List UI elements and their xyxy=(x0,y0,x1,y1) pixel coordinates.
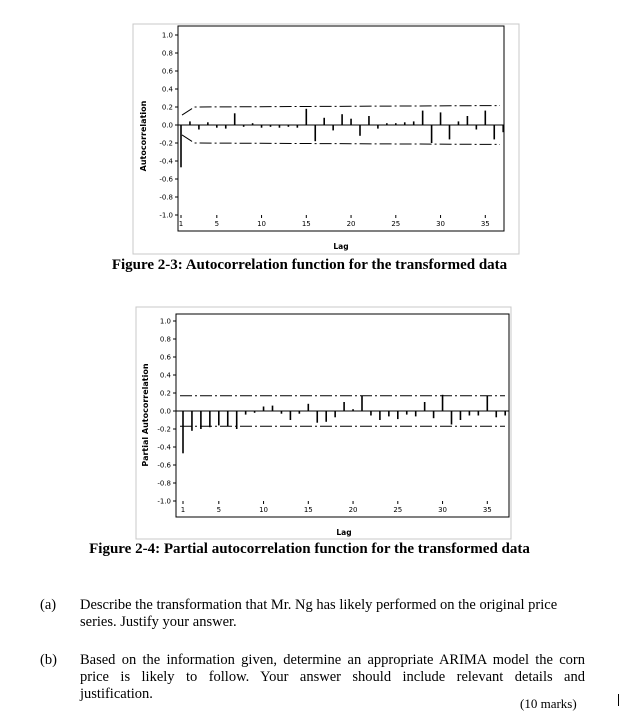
acf-ytick-label: 0.0 xyxy=(161,121,173,130)
pacf-y-label: Partial Autocorrelation xyxy=(141,363,150,467)
question-b-label: (b) xyxy=(40,652,57,668)
acf-ytick-label: -0.4 xyxy=(159,157,173,166)
marks-fragment: (10 marks) xyxy=(520,696,577,711)
acf-xtick-label: 5 xyxy=(214,220,220,228)
pacf-ytick-label: -0.4 xyxy=(157,443,171,452)
pacf-xtick-label: 15 xyxy=(303,506,313,514)
acf-xtick-label: 25 xyxy=(391,220,401,228)
pacf-x-label: Lag xyxy=(336,528,352,537)
pacf-ytick-label: 1.0 xyxy=(159,317,171,326)
pacf-ytick-label: 0.4 xyxy=(159,371,171,380)
pacf-ytick-label: 0.8 xyxy=(159,335,171,344)
question-b-text xyxy=(80,652,585,703)
question-b-line-1: Based on the information given, determine an appropriate ARIMA model the corn xyxy=(80,652,585,668)
acf-ytick-label: -0.6 xyxy=(159,175,173,184)
question-b-line-2: price is likely to follow. Your answer should include relevant details and xyxy=(80,669,585,685)
acf-ytick-label: 1.0 xyxy=(161,31,173,40)
acf-ytick-label: -0.2 xyxy=(159,139,173,148)
question-a-line-2: series. Justify your answer. xyxy=(80,614,237,630)
pacf-chart xyxy=(136,307,511,539)
acf-xtick-label: 20 xyxy=(346,220,356,228)
pacf-ytick-label: 0.2 xyxy=(159,389,171,398)
figure-2-4-caption: Figure 2-4: Partial autocorrelation function for the transformed data xyxy=(89,541,530,557)
acf-plot-area xyxy=(178,26,504,231)
acf-ytick-label: -1.0 xyxy=(159,211,173,220)
pacf-xtick-label: 25 xyxy=(393,506,403,514)
acf-xtick-label: 30 xyxy=(436,220,446,228)
pacf-ytick-label: 0.6 xyxy=(159,353,171,362)
figure-2-3-caption: Figure 2-3: Autocorrelation function for the transformed data xyxy=(111,257,508,273)
pacf-ytick-label: -0.2 xyxy=(157,425,171,434)
acf-ytick-label: 0.4 xyxy=(161,85,173,94)
question-b-line-3: justification. xyxy=(80,686,153,702)
question-a-line-1: Describe the transformation that Mr. Ng has likely performed on the original price xyxy=(80,597,558,613)
pacf-xtick-label: 20 xyxy=(348,506,358,514)
question-a xyxy=(0,597,619,637)
acf-y-label: Autocorrelation xyxy=(139,100,148,172)
acf-x-label: Lag xyxy=(333,242,349,251)
pacf-xtick-label: 30 xyxy=(438,506,448,514)
pacf-ytick-label: -1.0 xyxy=(157,497,171,506)
acf-xtick-label: 15 xyxy=(301,220,311,228)
question-a-text xyxy=(80,597,585,631)
acf-ytick-label: 0.6 xyxy=(161,67,173,76)
pacf-ytick-label: -0.8 xyxy=(157,479,171,488)
question-a-label: (a) xyxy=(40,597,57,613)
pacf-xtick-label: 35 xyxy=(482,506,492,514)
acf-xtick-label: 10 xyxy=(257,220,267,228)
pacf-plot-area xyxy=(176,314,509,517)
acf-chart xyxy=(133,24,519,254)
pacf-xtick-label: 5 xyxy=(216,506,222,514)
pacf-xtick-label: 1 xyxy=(180,506,186,514)
acf-xtick-label: 35 xyxy=(480,220,490,228)
pacf-xtick-label: 10 xyxy=(259,506,269,514)
acf-ytick-label: -0.8 xyxy=(159,193,173,202)
pacf-ytick-label: 0.0 xyxy=(159,407,171,416)
acf-xtick-label: 1 xyxy=(178,220,184,228)
acf-ytick-label: 0.2 xyxy=(161,103,173,112)
pacf-ytick-label: -0.6 xyxy=(157,461,171,470)
acf-ytick-label: 0.8 xyxy=(161,49,173,58)
